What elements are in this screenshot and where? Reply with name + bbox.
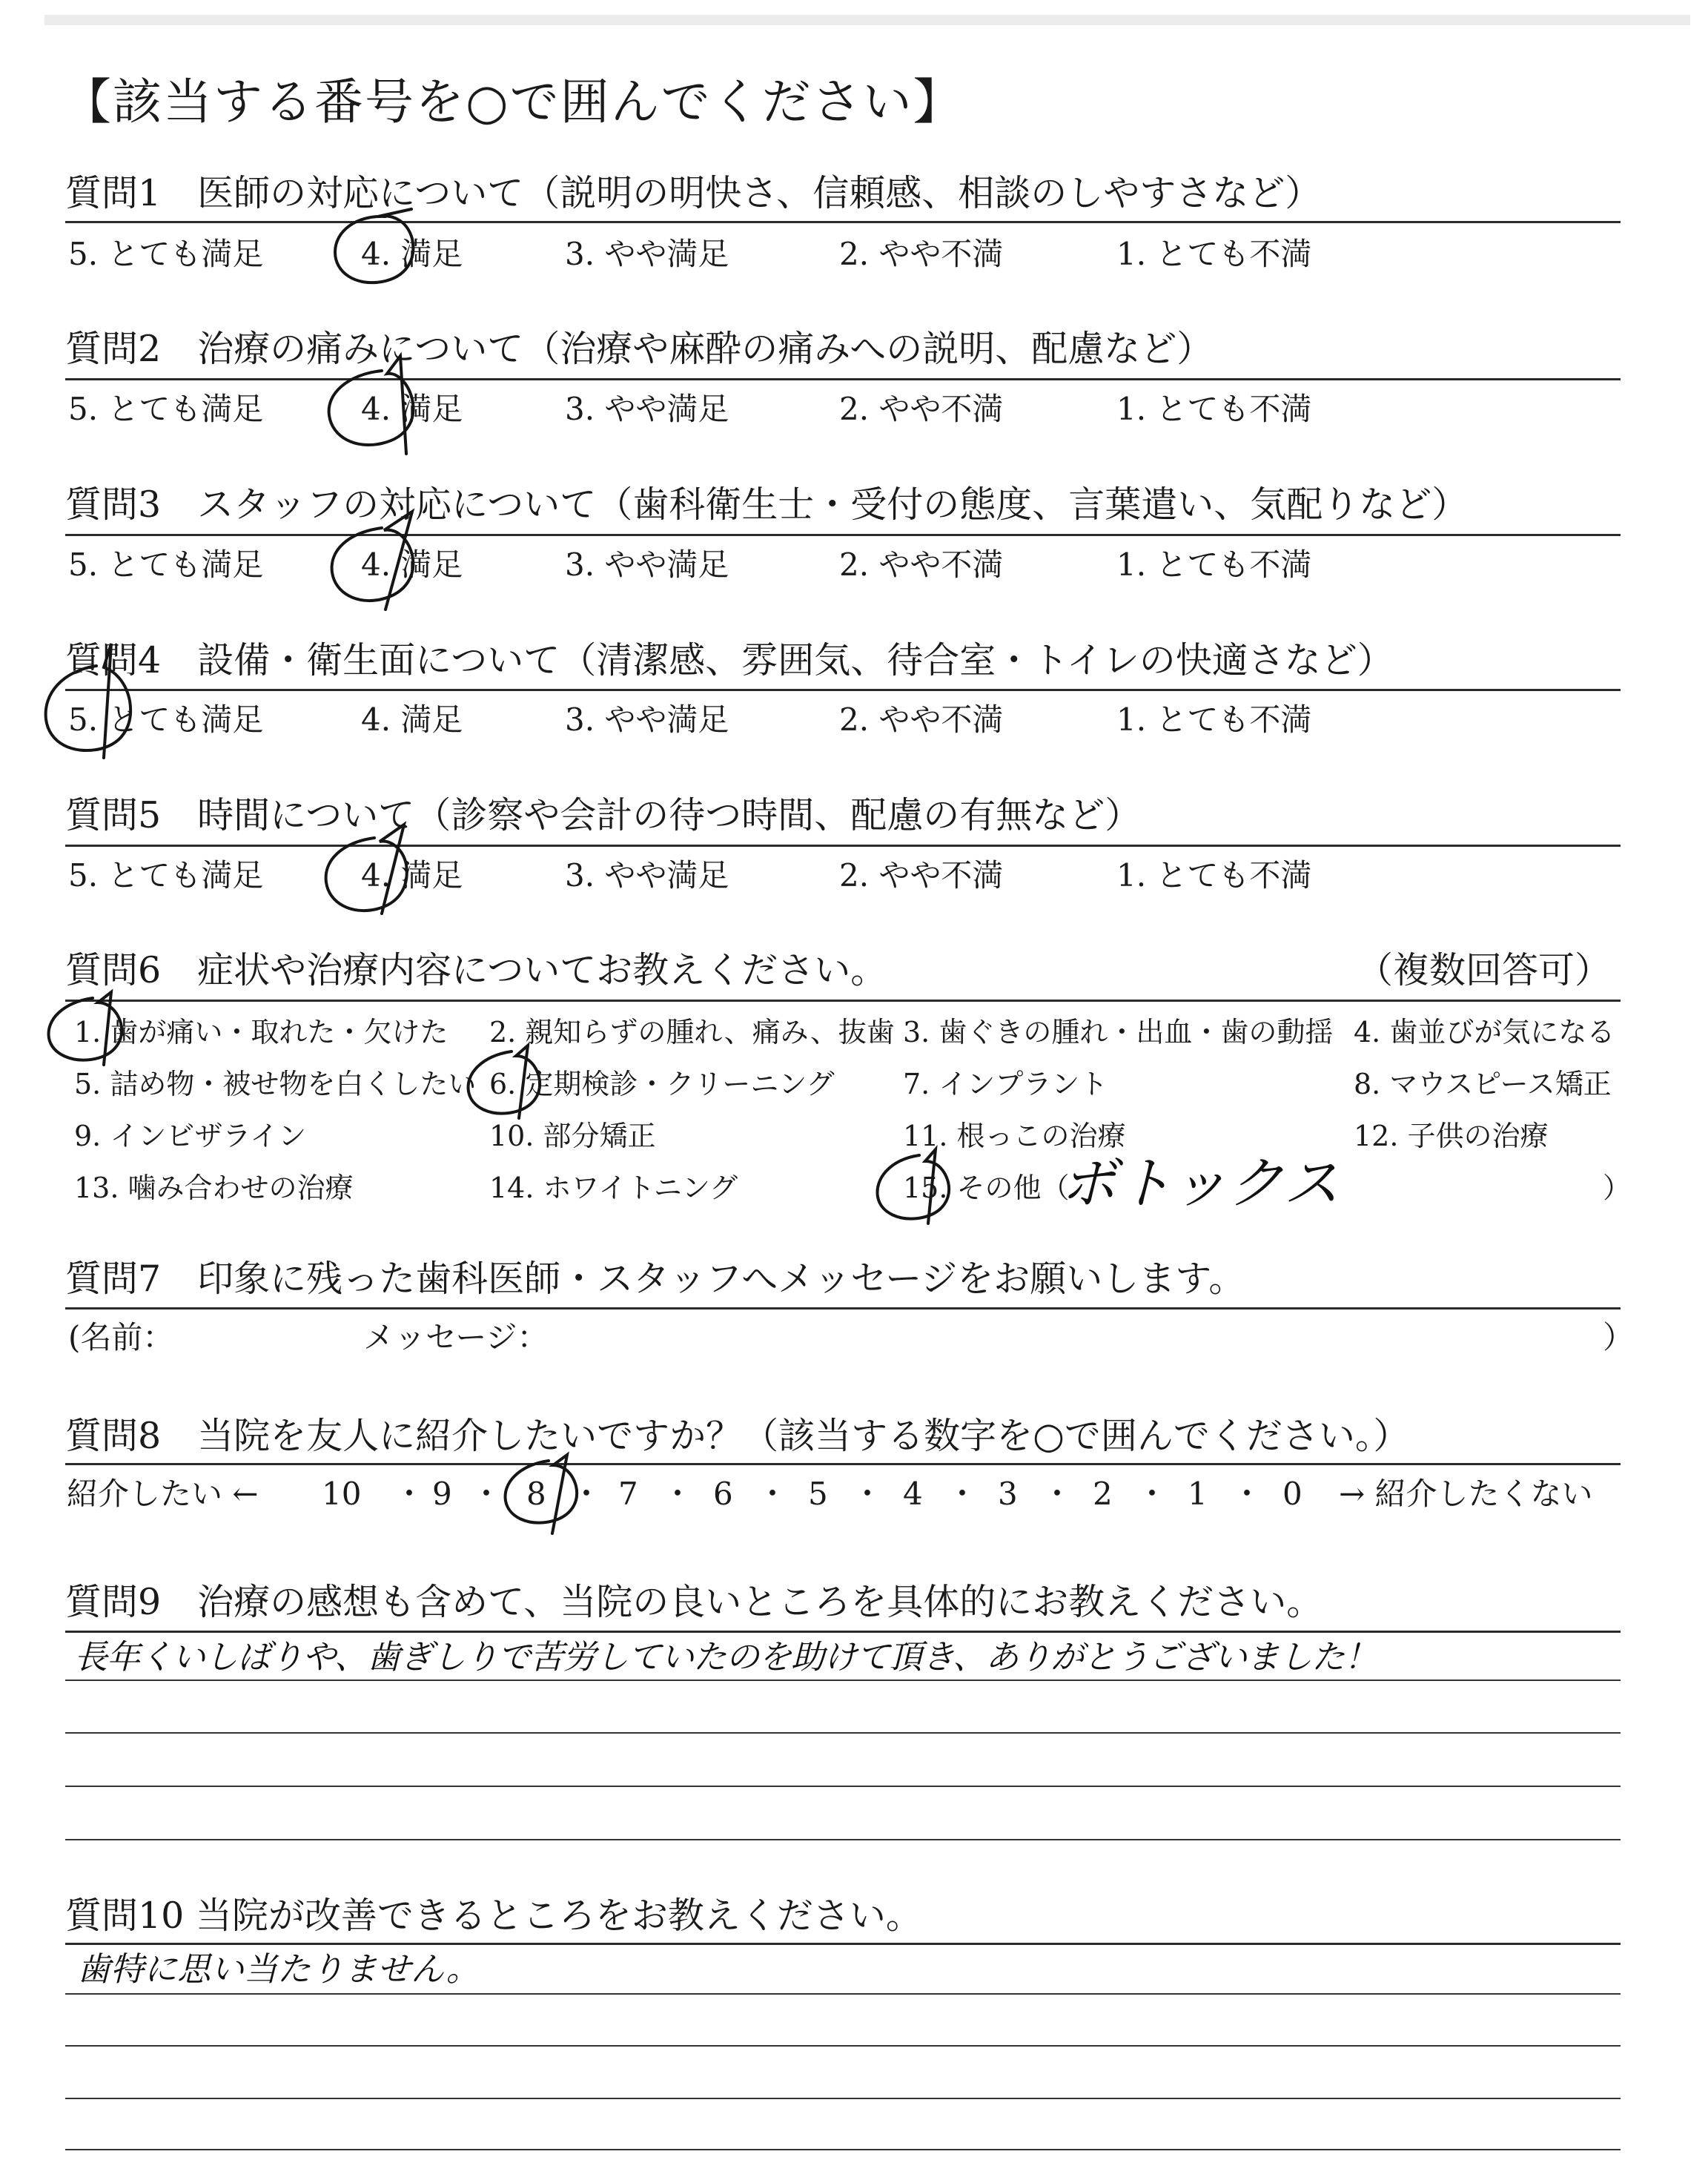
q8-scale-7[interactable]: 7 [618,1476,638,1512]
q8-scale-10[interactable]: 10 [322,1476,362,1512]
q4-option-5[interactable]: 5. とても満足 [68,701,264,738]
q2-option-3[interactable]: 3. やや満足 [565,391,729,427]
q8-scale-dot: ・ [1042,1476,1073,1512]
q8-scale-9[interactable]: 9 [432,1476,452,1512]
q1-option-1[interactable]: 1. とても不満 [1116,236,1312,272]
q7-close-paren: ） [1603,1319,1635,1355]
scan-top-edge [44,15,1690,25]
q5-option-5[interactable]: 5. とても満足 [68,857,264,894]
q6-other-handwritten-answer[interactable]: ボトックス [1060,1150,1340,1216]
q9-handwritten-answer[interactable]: 長年くいしばりや、歯ぎしりで苦労していたのを助けて頂き、ありがとうございました！ [74,1637,1377,1677]
q2-heading: 質問2 治療の痛みについて（治療や麻酔の痛みへの説明、配慮など） [65,328,1214,370]
q5-rule [65,845,1621,847]
q2-rule [65,378,1621,380]
q8-scale-dot: ・ [1136,1476,1168,1512]
q6-option-9[interactable]: 9. インビザライン [74,1120,307,1152]
q4-option-4[interactable]: 4. 満足 [361,701,463,738]
q2-option-5[interactable]: 5. とても満足 [68,391,264,427]
q8-scale-6[interactable]: 6 [713,1476,733,1512]
q7-name-label: (名前： [68,1319,174,1355]
q2-option-1[interactable]: 1. とても不満 [1116,391,1312,427]
q2-option-2[interactable]: 2. やや不満 [839,391,1004,427]
q5-option-4[interactable]: 4. 満足 [361,857,463,894]
q9-answer-line [65,1786,1621,1787]
q1-option-5[interactable]: 5. とても満足 [68,236,264,272]
q4-heading: 質問4 設備・衛生面について（清潔感、雰囲気、待合室・トイレの快適さなど） [65,639,1394,681]
q4-option-2[interactable]: 2. やや不満 [839,701,1004,738]
q10-answer-line [65,2149,1621,2150]
q6-option-6[interactable]: 6. 定期検診・クリーニング [489,1068,835,1100]
q5-option-2[interactable]: 2. やや不満 [839,857,1004,894]
q8-scale-dot: ・ [757,1476,789,1512]
q6-option-12[interactable]: 12. 子供の治療 [1354,1120,1549,1152]
q3-option-3[interactable]: 3. やや満足 [565,546,729,583]
q6-option-7[interactable]: 7. インプラント [903,1068,1108,1100]
q1-option-3[interactable]: 3. やや満足 [565,236,729,272]
q9-rule [65,1631,1621,1633]
q6-option-15-close: ） [1603,1172,1632,1204]
q6-option-10[interactable]: 10. 部分矯正 [489,1120,656,1152]
q10-answer-line [65,1993,1621,1995]
q3-rule [65,534,1621,536]
q6-option-14[interactable]: 14. ホワイトニング [489,1172,738,1204]
q8-scale-3[interactable]: 3 [998,1476,1018,1512]
page-title: 【該当する番号を○で囲んでください】 [62,73,964,131]
q4-option-1[interactable]: 1. とても不満 [1116,701,1312,738]
q6-option-4[interactable]: 4. 歯並びが気になる [1354,1016,1615,1048]
q6-option-8[interactable]: 8. マウスピース矯正 [1354,1068,1612,1100]
q8-heading: 質問8 当院を友人に紹介したいですか？（該当する数字を○で囲んでください。） [65,1415,1410,1457]
q8-scale-dot: ・ [662,1476,694,1512]
q6-option-11[interactable]: 11. 根っこの治療 [903,1120,1126,1152]
q2-option-4[interactable]: 4. 満足 [361,391,463,427]
q8-scale-dot: ・ [947,1476,979,1512]
q7-heading: 質問7 印象に残った歯科医師・スタッフへメッセージをお願いします。 [65,1258,1245,1300]
q9-answer-line [65,1732,1621,1734]
q6-rule [65,1000,1621,1002]
q3-option-1[interactable]: 1. とても不満 [1116,546,1312,583]
q8-scale-dot: ・ [852,1476,884,1512]
q7-rule [65,1307,1621,1309]
q3-option-2[interactable]: 2. やや不満 [839,546,1004,583]
q4-rule [65,689,1621,691]
q6-option-13[interactable]: 13. 噛み合わせの治療 [74,1172,354,1204]
q6-option-2[interactable]: 2. 親知らずの腫れ、痛み、抜歯 [489,1016,895,1048]
q8-scale-4[interactable]: 4 [903,1476,923,1512]
q3-option-5[interactable]: 5. とても満足 [68,546,264,583]
q5-option-1[interactable]: 1. とても不満 [1116,857,1312,894]
q1-option-4[interactable]: 4. 満足 [361,236,463,272]
q8-scale-0[interactable]: 0 [1282,1476,1302,1512]
q6-heading: 質問6 症状や治療内容についてお教えください。 [65,949,887,991]
q1-rule [65,221,1621,223]
q6-multiple-note: （複数回答可） [1357,949,1612,991]
q6-option-1[interactable]: 1. 歯が痛い・取れた・欠けた [74,1016,448,1048]
q3-heading: 質問3 スタッフの対応について（歯科衛生士・受付の態度、言葉遣い、気配りなど） [65,483,1469,526]
q5-heading: 質問5 時間について（診察や会計の待つ時間、配慮の有無など） [65,794,1142,836]
q1-option-2[interactable]: 2. やや不満 [839,236,1004,272]
q7-message-label: メッセージ： [363,1319,549,1355]
q8-scale-dot: ・ [571,1476,603,1512]
q4-option-3[interactable]: 3. やや満足 [565,701,729,738]
q8-left-label: 紹介したい ← [67,1476,259,1512]
q6-option-15[interactable]: 15. その他（ [903,1172,1070,1204]
q10-answer-line [65,2045,1621,2047]
q8-scale-2[interactable]: 2 [1093,1476,1113,1512]
q9-heading: 質問9 治療の感想も含めて、当院の良いところを具体的にお教えください。 [65,1581,1323,1623]
q1-heading: 質問1 医師の対応について（説明の明快さ、信頼感、相談のしやすさなど） [65,172,1322,214]
q8-scale-dot: ・ [394,1476,426,1512]
q8-scale-1[interactable]: 1 [1188,1476,1208,1512]
q8-right-label: → 紹介したくない [1339,1476,1593,1512]
q6-option-3[interactable]: 3. 歯ぐきの腫れ・出血・歯の動揺 [903,1016,1334,1048]
q8-scale-5[interactable]: 5 [808,1476,828,1512]
q10-handwritten-answer[interactable]: 歯特に思い当たりません。 [77,1949,480,1989]
q10-heading: 質問10 当院が改善できるところをお教えください。 [65,1895,922,1937]
q8-rule [65,1463,1621,1465]
q9-answer-line [65,1680,1621,1681]
q8-scale-8[interactable]: 8 [526,1476,546,1512]
q10-rule [65,1943,1621,1945]
q3-option-4[interactable]: 4. 満足 [361,546,463,583]
q8-scale-dot: ・ [471,1476,503,1512]
q6-option-5[interactable]: 5. 詰め物・被せ物を白くしたい [74,1068,477,1100]
q8-scale-dot: ・ [1231,1476,1263,1512]
q9-answer-line [65,1839,1621,1840]
q5-option-3[interactable]: 3. やや満足 [565,857,729,894]
q10-answer-line [65,2098,1621,2099]
